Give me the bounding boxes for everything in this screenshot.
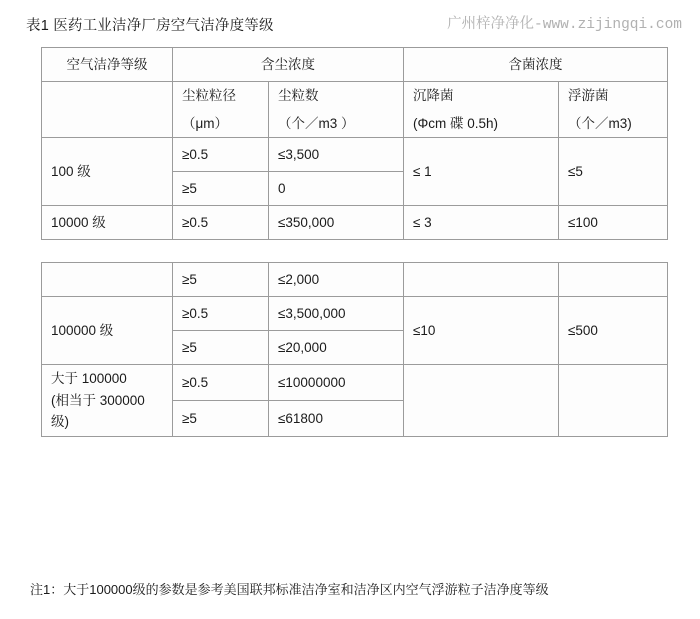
subheader-grade-blank xyxy=(42,82,173,138)
table-row xyxy=(42,206,668,240)
cleanroom-grade-table-wrapper xyxy=(41,47,667,437)
cell-count-100000-b: ≤20,000 xyxy=(269,331,404,365)
row-grade-10000: 10000 级 xyxy=(42,206,173,240)
table-row xyxy=(42,263,668,297)
subheader-particle-count-label: 尘粒数 xyxy=(278,88,319,103)
table-header-row xyxy=(42,48,668,82)
cell-count-10000: ≤350,000 xyxy=(269,206,404,240)
row-grade-continuation-blank xyxy=(42,263,173,297)
cell-count-100-a: ≤3,500 xyxy=(269,138,404,172)
row-grade-over-100000-line2: (相当于 300000 xyxy=(51,392,145,408)
cell-size-over-100000-a: ≥0.5 xyxy=(173,365,269,401)
table-row xyxy=(42,365,668,401)
cell-settling-100000: ≤10 xyxy=(404,297,559,365)
cell-size-100000-b: ≥5 xyxy=(173,331,269,365)
cell-floating-10000: ≤100 xyxy=(559,206,668,240)
cell-settling-over-100000 xyxy=(404,365,559,437)
table-row xyxy=(42,297,668,331)
page-title: 表1 医药工业洁净厂房空气洁净度等级 xyxy=(26,18,274,34)
cleanroom-grade-table-bottom xyxy=(41,262,668,437)
header-dust: 含尘浓度 xyxy=(173,48,404,82)
subheader-particle-count-unit: （个／m3 ） xyxy=(278,115,355,131)
row-grade-100000: 100000 级 xyxy=(42,297,173,365)
cell-settling-10000: ≤ 3 xyxy=(404,206,559,240)
subheader-particle-size-unit: （μm） xyxy=(182,115,229,131)
row-grade-100: 100 级 xyxy=(42,138,173,206)
subheader-floating-unit: （个／m3) xyxy=(568,115,632,131)
cell-floating-100000: ≤500 xyxy=(559,297,668,365)
cell-size-100-b: ≥5 xyxy=(173,172,269,206)
subheader-particle-size xyxy=(173,82,269,138)
cleanroom-grade-table-top xyxy=(41,47,668,240)
row-grade-over-100000-line3: 级) xyxy=(51,414,69,430)
cell-count-100-b: 0 xyxy=(269,172,404,206)
cell-floating-100: ≤5 xyxy=(559,138,668,206)
cell-floating-continuation-blank xyxy=(559,263,668,297)
cell-count-over-100000-a: ≤10000000 xyxy=(269,365,404,401)
cell-settling-100: ≤ 1 xyxy=(404,138,559,206)
cell-size-over-100000-b: ≥5 xyxy=(173,400,269,436)
table-footnote: 注1：大于100000级的参数是参考美国联邦标准洁净室和洁净区内空气浮游粒子洁净度等级 xyxy=(30,582,549,597)
watermark: 广州梓净净化-www.zijingqi.com xyxy=(447,17,682,33)
cell-size-100-a: ≥0.5 xyxy=(173,138,269,172)
subheader-settling-bacteria xyxy=(404,82,559,138)
row-grade-over-100000 xyxy=(42,365,173,437)
cell-size-100000-a: ≥0.5 xyxy=(173,297,269,331)
subheader-particle-count xyxy=(269,82,404,138)
cell-settling-continuation-blank xyxy=(404,263,559,297)
table-gap xyxy=(41,240,667,262)
subheader-settling-unit: (Φcm 碟 0.5h) xyxy=(413,115,499,131)
table-row xyxy=(42,138,668,172)
cell-size-10000: ≥0.5 xyxy=(173,206,269,240)
cell-count-100000-a: ≤3,500,000 xyxy=(269,297,404,331)
cell-count-over-100000-b: ≤61800 xyxy=(269,400,404,436)
cell-size-10000-b: ≥5 xyxy=(173,263,269,297)
cell-floating-over-100000 xyxy=(559,365,668,437)
subheader-floating-bacteria xyxy=(559,82,668,138)
subheader-floating-label: 浮游菌 xyxy=(568,88,609,103)
header-grade: 空气洁净等级 xyxy=(42,48,173,82)
header-bacteria: 含菌浓度 xyxy=(404,48,668,82)
subheader-settling-label: 沉降菌 xyxy=(413,88,454,103)
table-subheader-row xyxy=(42,82,668,138)
cell-count-10000-b: ≤2,000 xyxy=(269,263,404,297)
subheader-particle-size-label: 尘粒粒径 xyxy=(182,88,236,103)
row-grade-over-100000-line1: 大于 100000 xyxy=(51,371,127,387)
